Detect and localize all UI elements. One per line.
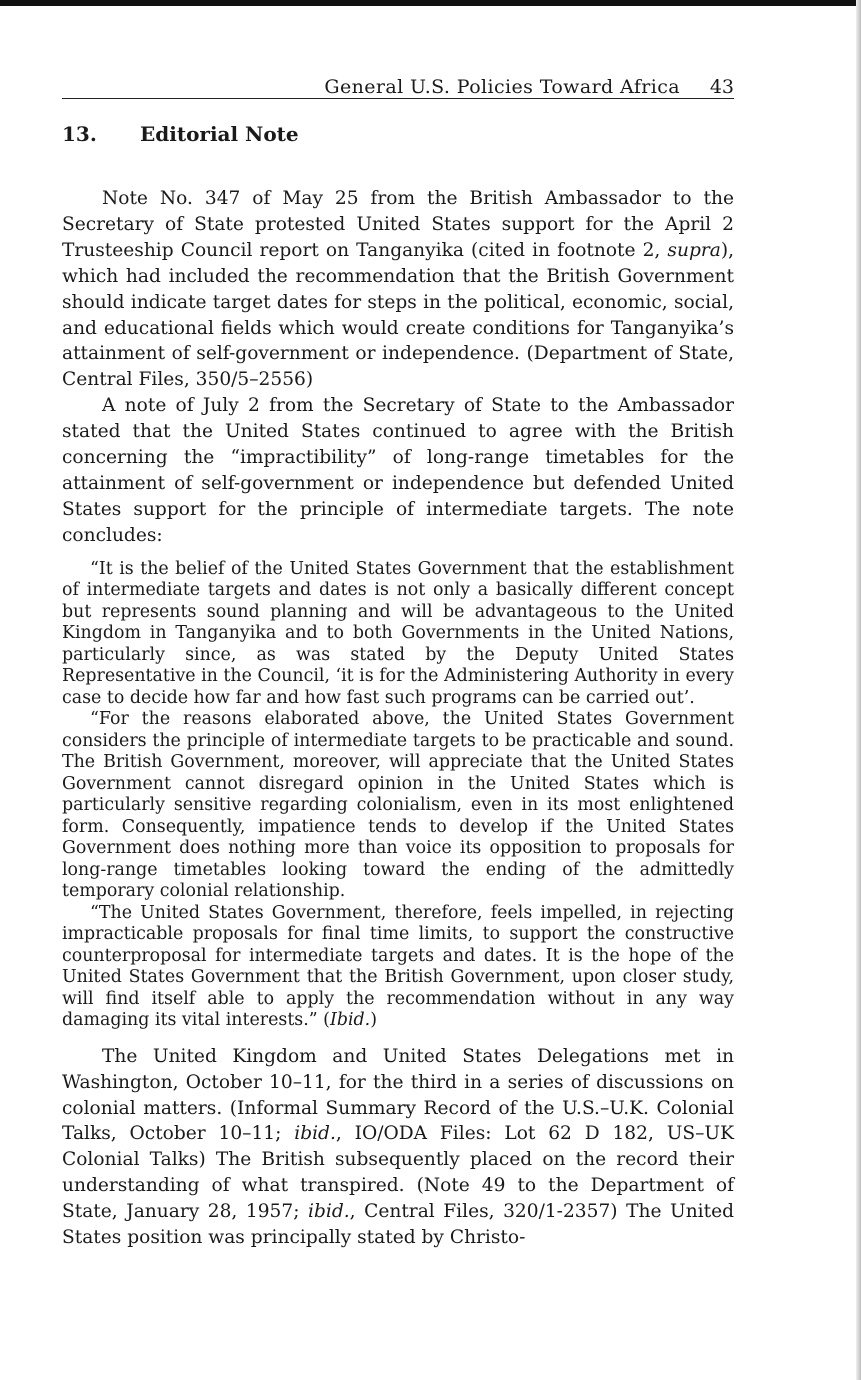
citation-ibid: ibid.	[294, 1123, 336, 1145]
paragraph-july-note: A note of July 2 from the Secretary of State to the Ambassador stated that the United States continued to agree with the British concerning the “impractibility” of long-range timetables for the attainment of self-government or independence but defended United States support for the principle of intermediate targets. The note concludes:	[62, 395, 734, 546]
document-title: Editorial Note	[140, 122, 299, 146]
page-number: 43	[709, 76, 734, 98]
paragraph-text: Note No. 347 of May 25 from the British Ambassador to the Secretary of State protested United States support for the April 2 Trusteeship Council report on Tanganyika (cited in footnote 2,	[62, 188, 734, 261]
paragraph-text: , IO/ODA Files: Lot 62 D 182, US–UK Colonial Talks) The British subsequently placed on the record their understanding of what transpired. (Note 49 to the Department of State, January 28, 1957;	[62, 1123, 734, 1223]
quoted-paragraph	[62, 903, 734, 1032]
italic-reference: supra	[667, 239, 721, 261]
citation-ibid: Ibid.	[329, 1010, 371, 1031]
page-binding-edge	[856, 0, 861, 1380]
paragraph-colonial-talks	[62, 1044, 734, 1251]
quote-text: “The United States Government, therefore, feels impelled, in rejecting impracticable proposals for final time limits, to support the constructive counterproposal for intermediate targets and dates. It is the hope of the United States Government that the British Government, upon closer study, will find itself able to apply the recommendation without in any way damaging its vital interests.” (	[62, 902, 734, 1031]
page-top-edge	[0, 0, 861, 6]
quote-text: )	[370, 1010, 377, 1031]
paragraph-text: The United Kingdom and United States Delegations met in Washington, October 10–11, for the third in a series of discussions on colonial matters. (Informal Summary Record of the U.S.–U.K. Colonial Talks, October 10–11;	[62, 1045, 734, 1145]
paragraph-note-347	[62, 186, 734, 393]
running-header	[62, 74, 734, 99]
citation-ibid: ibid.	[308, 1201, 350, 1223]
paragraph-text: , Central Files, 320/1-2357) The United States position was principally stated by Christo-	[62, 1201, 734, 1249]
quoted-paragraph: “It is the belief of the United States Government that the establishment of intermediate targets and dates is not only a basically different concept but represents sound planning and will be advantageous to the United Kingdom in Tanganyika and to both Governments in the United Nations, particularly since, as was stated by the Deputy United States Representative in the Council, ‘it is for the Administering Authority in every case to decide how far and how fast such programs can be carried out’.	[62, 558, 734, 708]
running-header-title: General U.S. Policies Toward Africa	[324, 76, 680, 98]
document-heading	[62, 120, 299, 148]
paragraph-text: ), which had included the recommendation that the British Government should indicate target dates for steps in the political, economic, social, and educational fields which would create conditions for Tanganyika’s attainment of self-government or independence. (Department of State, Central Files, 350/5–2556)	[62, 239, 734, 391]
quoted-paragraph: “For the reasons elaborated above, the United States Government considers the principle of intermediate targets to be practicable and sound. The British Government, moreover, will appreciate that the United States Government cannot disregard opinion in the United States which is particularly sensitive regarding colonialism, even in its most enlightened form. Consequently, impatience tends to develop if the United States Government does nothing more than voice its opposition to proposals for long-range timetables looking toward the ending of the admittedly temporary colonial relationship.	[62, 709, 734, 902]
document-number: 13.	[62, 122, 97, 146]
document-body	[62, 186, 734, 1251]
